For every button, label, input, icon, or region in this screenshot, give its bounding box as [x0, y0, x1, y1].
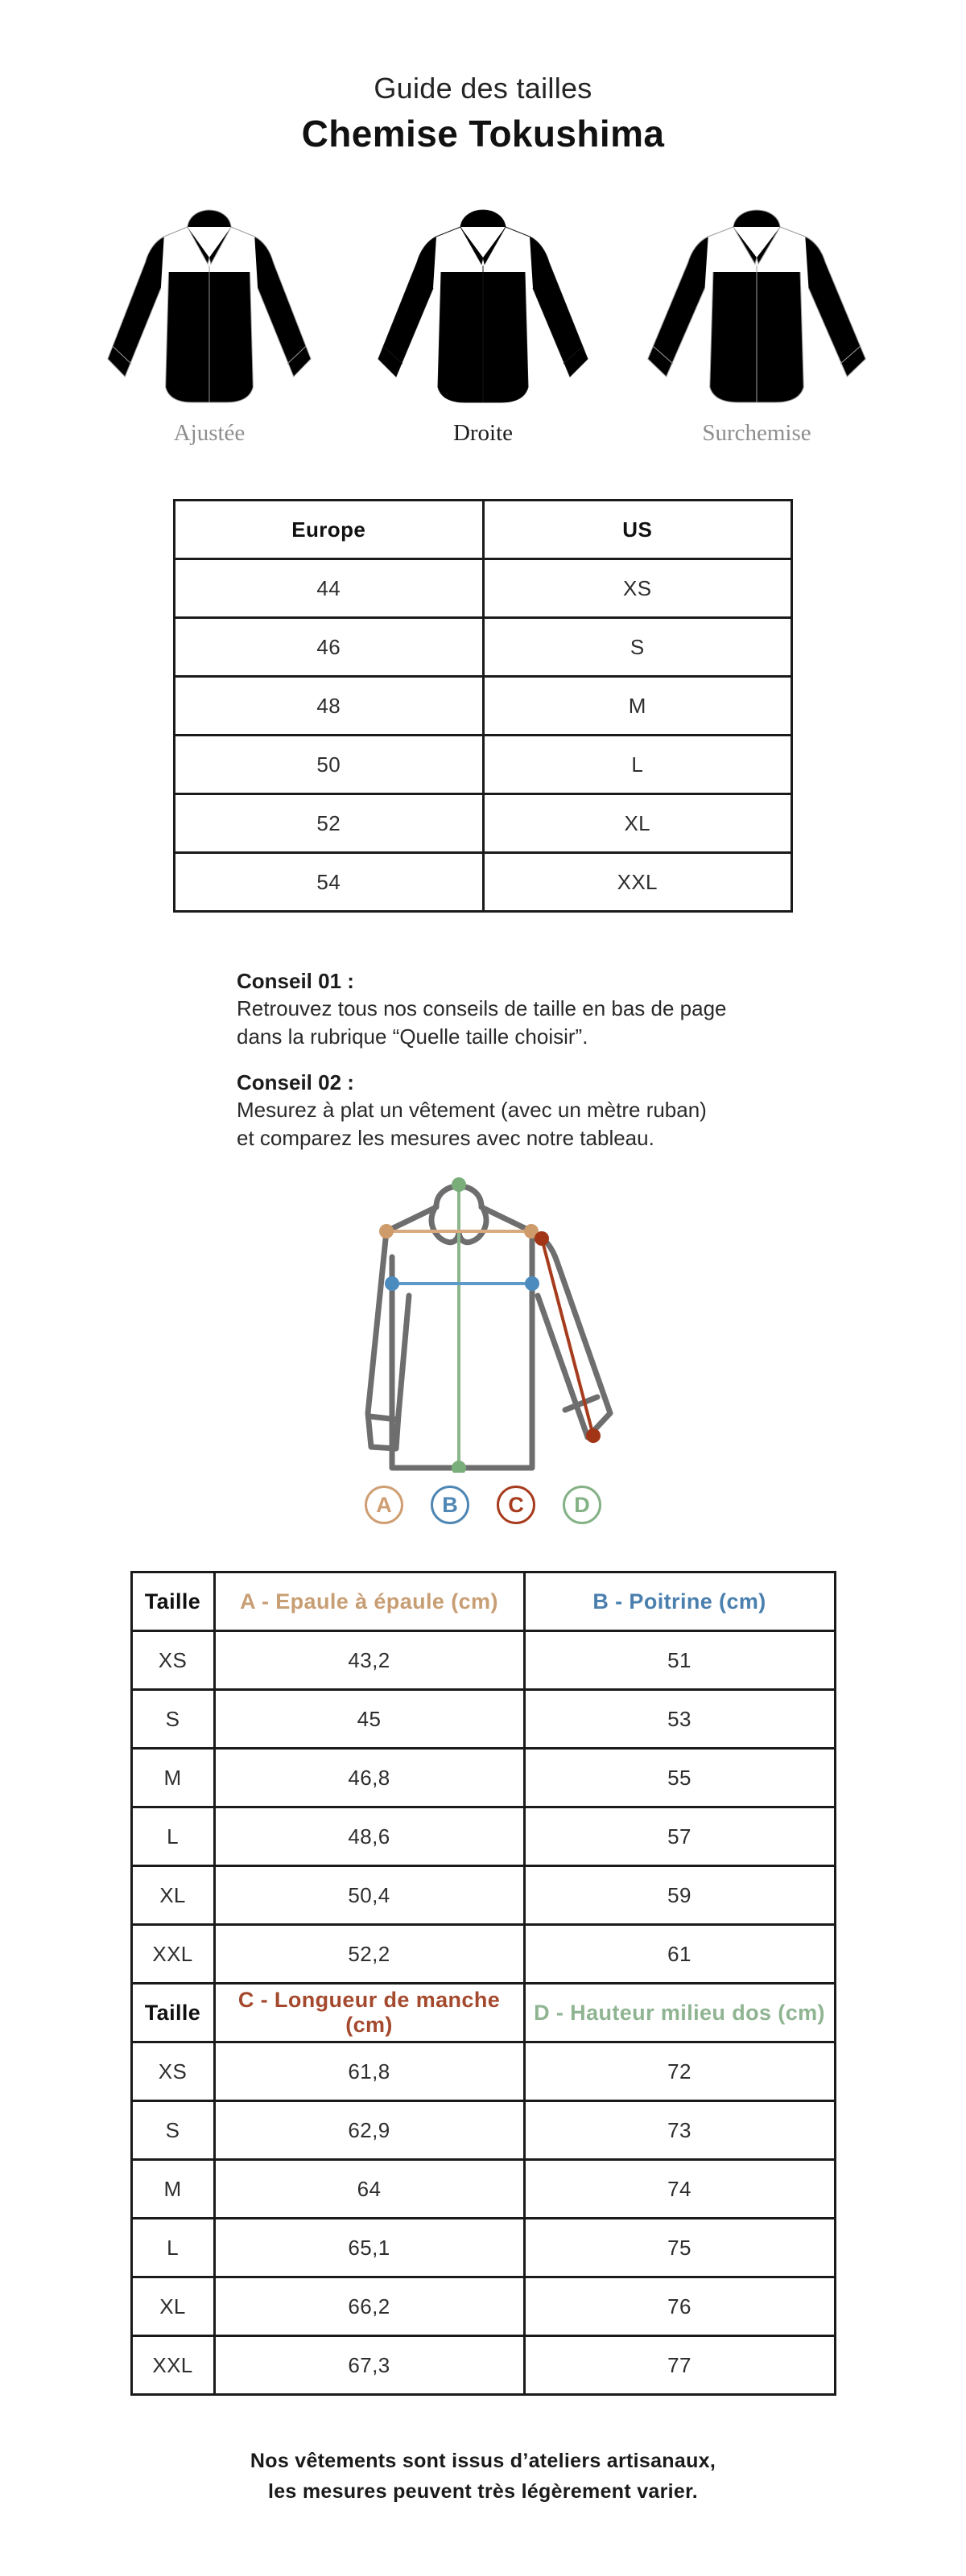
- chest-cell: 59: [524, 1866, 835, 1925]
- measure-line-b: [385, 1276, 539, 1291]
- us-size-cell: XL: [483, 794, 792, 853]
- back-length-cell: 74: [524, 2160, 835, 2219]
- eu-size-cell: 52: [175, 794, 484, 853]
- fit-option-surchemise: [620, 198, 894, 447]
- tip-text: et comparez les mesures avec notre tableau.: [237, 1126, 654, 1150]
- shoulder-cell: 52,2: [214, 1925, 524, 1984]
- table-row: [131, 1807, 835, 1866]
- us-size-cell: XXL: [483, 853, 792, 912]
- shirt-straight-icon: [362, 198, 604, 407]
- size-cell: XL: [131, 2277, 214, 2336]
- size-cell: XS: [131, 2042, 214, 2101]
- size-cell: XL: [131, 1866, 214, 1925]
- column-header-sleeve: C - Longueur de manche (cm): [214, 1984, 524, 2042]
- table-row: [131, 1690, 835, 1749]
- column-header-shoulder: A - Epaule à épaule (cm): [214, 1572, 524, 1631]
- column-header-chest: B - Poitrine (cm): [524, 1572, 835, 1631]
- chest-cell: 55: [524, 1749, 835, 1807]
- shoulder-cell: 48,6: [214, 1807, 524, 1866]
- eu-size-cell: 54: [175, 853, 484, 912]
- size-cell: S: [131, 2101, 214, 2160]
- tip-text: Retrouvez tous nos conseils de taille en bas de page: [237, 996, 727, 1020]
- eu-size-cell: 48: [175, 677, 484, 736]
- chest-cell: 61: [524, 1925, 835, 1984]
- column-header-europe: Europe: [175, 501, 484, 559]
- table-row: [131, 2160, 835, 2219]
- back-length-cell: 76: [524, 2277, 835, 2336]
- table-row: [131, 2336, 835, 2395]
- size-cell: S: [131, 1690, 214, 1749]
- table-row: [175, 794, 792, 853]
- sleeve-cell: 61,8: [214, 2042, 524, 2101]
- fit-label: Ajustée: [173, 420, 246, 446]
- size-cell: XXL: [131, 1925, 214, 1984]
- fit-option-droite: [346, 198, 620, 447]
- shirt-outline: [368, 1186, 610, 1468]
- legend-badge-c: C: [497, 1486, 535, 1524]
- size-conversion-table: [173, 499, 793, 913]
- page-title: Chemise Tokushima: [301, 113, 665, 155]
- shoulder-cell: 50,4: [214, 1866, 524, 1925]
- us-size-cell: S: [483, 618, 792, 677]
- table-row: [131, 2101, 835, 2160]
- tip-text: dans la rubrique “Quelle taille choisir”.: [237, 1024, 588, 1049]
- chest-cell: 53: [524, 1690, 835, 1749]
- sleeve-cell: 66,2: [214, 2277, 524, 2336]
- tip-text: Mesurez à plat un vêtement (avec un mètre ruban): [237, 1098, 707, 1122]
- column-header-us: US: [483, 501, 792, 559]
- shirt-fitted-icon: [89, 198, 330, 407]
- shirt-overshirt-icon: [636, 198, 877, 407]
- table-row: [175, 559, 792, 618]
- shoulder-cell: 45: [214, 1690, 524, 1749]
- eu-size-cell: 44: [175, 559, 484, 618]
- sleeve-cell: 65,1: [214, 2219, 524, 2277]
- sleeve-cell: 62,9: [214, 2101, 524, 2160]
- us-size-cell: XS: [483, 559, 792, 618]
- table-header-row-ab: [131, 1572, 835, 1631]
- size-cell: XXL: [131, 2336, 214, 2395]
- legend-badge-b: B: [431, 1486, 469, 1524]
- us-size-cell: L: [483, 736, 792, 794]
- chest-cell: 51: [524, 1631, 835, 1690]
- back-length-cell: 75: [524, 2219, 835, 2277]
- eu-size-cell: 46: [175, 618, 484, 677]
- shoulder-cell: 46,8: [214, 1749, 524, 1807]
- header: [0, 0, 966, 156]
- tip-item-02: [237, 1069, 729, 1152]
- measurement-diagram: [0, 1167, 966, 1524]
- footer-line: les mesures peuvent très légèrement varier.: [267, 2480, 698, 2503]
- table-row: [175, 618, 792, 677]
- fit-label: Droite: [452, 420, 514, 446]
- fit-options: [0, 198, 966, 447]
- table-row: [175, 853, 792, 912]
- table-row: [131, 1631, 835, 1690]
- page-subtitle: Guide des tailles: [374, 72, 592, 105]
- shoulder-cell: 43,2: [214, 1631, 524, 1690]
- measure-line-d: [452, 1177, 466, 1473]
- column-header-back-length: D - Hauteur milieu dos (cm): [524, 1984, 835, 2042]
- table-row: [131, 2042, 835, 2101]
- table-row: [131, 2219, 835, 2277]
- size-cell: L: [131, 1807, 214, 1866]
- size-cell: XS: [131, 1631, 214, 1690]
- tip-title: Conseil 02 :: [237, 1070, 354, 1094]
- tips-section: [237, 967, 729, 1152]
- legend-badge-d: D: [563, 1486, 601, 1524]
- table-row: [131, 1925, 835, 1984]
- table-row: [131, 1866, 835, 1925]
- table-header-row-cd: [131, 1984, 835, 2042]
- back-length-cell: 77: [524, 2336, 835, 2395]
- us-size-cell: M: [483, 677, 792, 736]
- size-cell: L: [131, 2219, 214, 2277]
- table-row: [175, 736, 792, 794]
- column-header-taille: Taille: [131, 1984, 214, 2042]
- fit-label: Surchemise: [702, 420, 811, 446]
- shirt-measurement-illustration: [346, 1167, 620, 1473]
- chest-cell: 57: [524, 1807, 835, 1866]
- footer-note: [0, 2446, 966, 2507]
- size-cell: M: [131, 2160, 214, 2219]
- table-row: [175, 677, 792, 736]
- measurements-table: [130, 1571, 836, 2396]
- tip-title: Conseil 01 :: [237, 969, 354, 993]
- sleeve-cell: 67,3: [214, 2336, 524, 2395]
- measure-legend: [0, 1486, 966, 1524]
- table-row: [131, 1749, 835, 1807]
- legend-badge-a: A: [365, 1486, 403, 1524]
- back-length-cell: 73: [524, 2101, 835, 2160]
- eu-size-cell: 50: [175, 736, 484, 794]
- size-cell: M: [131, 1749, 214, 1807]
- back-length-cell: 72: [524, 2042, 835, 2101]
- footer-line: Nos vêtements sont issus d’ateliers artisanaux,: [250, 2450, 716, 2472]
- column-header-taille: Taille: [131, 1572, 214, 1631]
- tip-item-01: [237, 967, 729, 1051]
- fit-option-ajustee: [72, 198, 346, 447]
- table-header-row: [175, 501, 792, 559]
- table-row: [131, 2277, 835, 2336]
- sleeve-cell: 64: [214, 2160, 524, 2219]
